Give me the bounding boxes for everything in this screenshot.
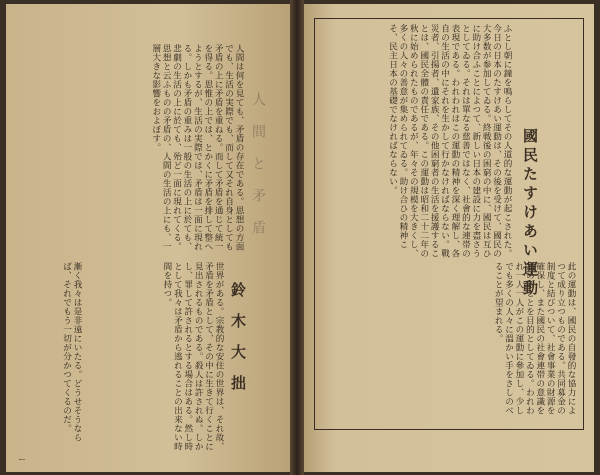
article-body-right: ふとし朝に鐘を鳴らしてその人道的な運動が起こされた。今日の日本のたすけあい運動は、その後を受けて、國民の大多数が参加してゐる。終戦後の困窮の中に、國民は互ひに助け合ふことによつて、新しい日本の建設に力を盡さうとしてゐる。それは單なる慈善ではなく、社會的な連帯の表現である。われわれはこの運動の精神を深く理解し、各自の生活の中にそれを生かして行かなければならない。戰災者、引揚者、遺家族、その他困窮者の生活を援護することは、國民全體の責任である。この運動は昭和二十二年の秋に始められたものであるが、年々その規模を大きくし、多くの人々の善意が集められてゐる。助け合ひの精神こそ、民主日本の基礎でなければならない。 <box>387 24 512 258</box>
left-essay-title: 人間と矛盾 <box>250 92 266 252</box>
left-upper-column: 人間は何を見ても、矛盾の存在である。思想の方面でも、生活の実際でも、而して又それ自身としても矛盾の上に矛盾を重ねる。而して矛盾を通じて統一を得る。思惟の上では、とかくに矛盾を排して整へようとするが、生活の実際では、矛盾は一面に現れる。しかも矛盾の重みは一般の生活の上に於ても、悲劇の生活の上に於ても、殆ど一面に現れてくる。思想と云ふものの矛盾の、人間の生活の上にも、一層大きな影響をおよぼす。 <box>150 44 244 251</box>
left-author-name: 鈴木大拙 <box>229 282 247 406</box>
article-body-lower: 此の運動は、國民の自發的な協力によつて成り立つものである。共同募金の制度と結びついて、社會事業の財源を確保し、また國民の社會連帯の意識を高めることを目的としてゐる。われわれ一人一人がこの運動に參加し、少しでも多くの人々に溫かい手をさしのべることが望まれる。 <box>493 262 576 415</box>
left-lower-column: 世界がある。宗教的な安住の世界は、それ故、矛盾を矛盾として、その中に生きて行くことに見出されるものである。殺人は許されぬ。しかし、罪して許されるとする場合はある。然し時として我々は矛盾から逃れることの出来ない時間を持つ。 <box>161 262 224 451</box>
book-gutter <box>290 0 304 475</box>
article-body-top-right <box>548 24 578 260</box>
left-page-number: ー <box>18 455 26 464</box>
left-middle-column: 漸く我々は是非遠にいたる。どうせそうならば、それでもう一切が分かつてくるのだ。 <box>61 262 82 442</box>
article-heading: 國民たすけあい運動 <box>521 128 539 299</box>
